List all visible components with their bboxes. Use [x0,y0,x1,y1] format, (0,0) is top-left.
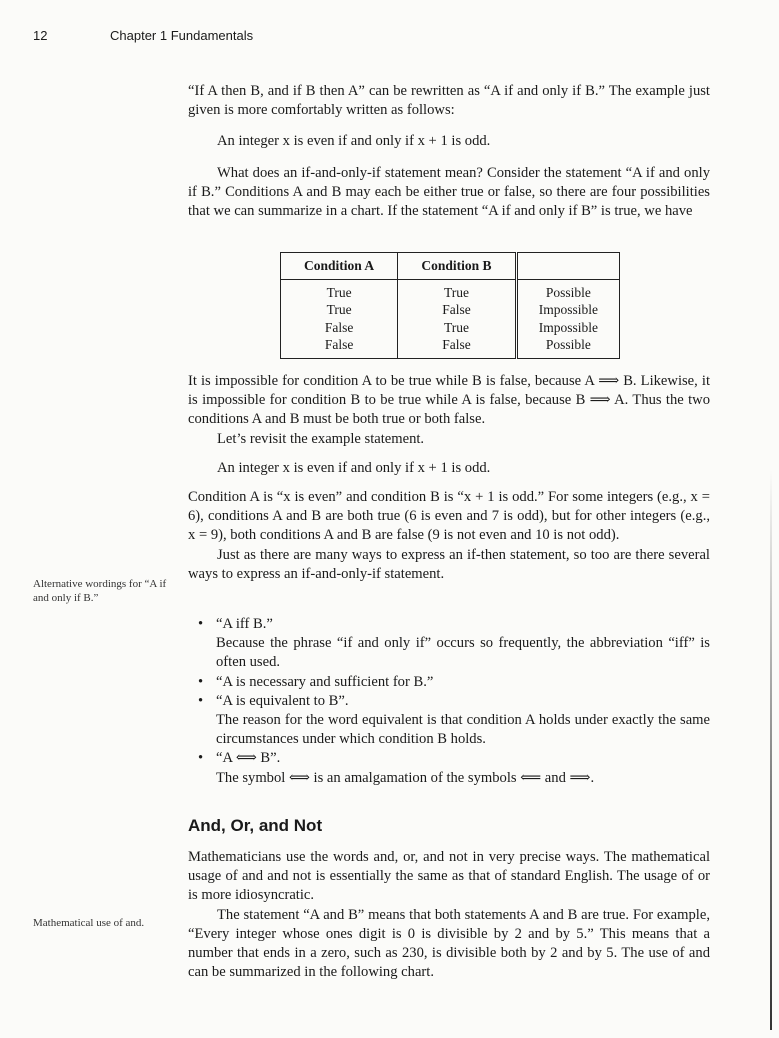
intro-block [188,82,710,221]
list-item-main: • “A is equivalent to B”. [216,692,349,709]
table-row [281,319,620,337]
paragraph: What does an if-and-only-if statement mean? Consider the statement “A if and only if B.” Conditions A and B may each be either true or false, so there are four possibilities that we can summarize in a chart. If the statement “A if and only if B” is true, we have [188,164,710,220]
margin-note-alternative-wordings: Alternative wordings for “A if and only if B.” [33,578,167,604]
list-item [188,692,710,750]
display-statement: An integer x is even if and only if x + 1 is odd. [217,459,491,476]
middle-block [188,372,710,584]
paragraph: The statement “A and B” means that both statements A and B are true. For example, “Every integer whose ones digit is 0 is divisible by 2 and by 5.” This means that a number that ends in a zero, such as 230, is divisible both by 2 and by 5. The use of and can be summarized in the following chart. [188,906,710,981]
paragraph: Mathematicians use the words and, or, and not in very precise ways. The mathematical usage of and and not is essentially the same as that of standard English. The usage of or is more idiosyncratic. [188,849,710,904]
list-item-main: • “A is necessary and sufficient for B.” [216,673,434,690]
paragraph: Condition A is “x is even” and condition B is “x + 1 is odd.” For some integers (e.g., x = 6), conditions A and B are both true (6 is even and 7 is odd), but for other integers (e.g., x = 9), both conditions A and B are false (9 is not even and 10 is not odd). [188,489,710,544]
table-cell: True [281,301,398,319]
table-row [281,336,620,358]
table-cell: Possible [516,279,619,301]
table-cell: True [398,319,517,337]
table-cell: False [281,336,398,358]
table-cell: Impossible [516,301,619,319]
table-cell: True [398,279,517,301]
paragraph: It is impossible for condition A to be true while B is false, because A ⟹ B. Likewise, it is impossible for condition B to be true while A is false, because B ⟹ A. Thus the two conditions A and B must be both true or both false. [188,373,710,428]
and-or-not-block [188,848,710,982]
column-header [516,253,619,280]
table-header-row [281,253,620,280]
table-cell: False [281,319,398,337]
chapter-title: Chapter 1 Fundamentals [110,28,254,43]
margin-note-and-usage: Mathematical use of and. [33,917,145,929]
truth-table [280,252,620,359]
column-header: Condition B [398,253,517,280]
section-heading: And, Or, and Not [188,816,323,835]
table-cell: Possible [516,336,619,358]
page-number: 12 [33,28,48,43]
display-statement: An integer x is even if and only if x + 1 is odd. [217,133,491,150]
list-item-detail: The reason for the word equivalent is that condition A holds under exactly the same circumstances under which condition B holds. [216,712,710,748]
alternatives-list [188,615,710,788]
list-item-detail: The symbol ⟺ is an amalgamation of the symbols ⟸ and ⟹. [216,769,595,786]
list-item [188,749,710,787]
table-cell: Impossible [516,319,619,337]
paragraph: Just as there are many ways to express an if-then statement, so too are there several ways to express an if-and-only-if statement. [188,546,710,582]
list-item-detail: Because the phrase “if and only if” occurs so frequently, the abbreviation “iff” is often used. [216,635,710,671]
table-cell: True [281,279,398,301]
column-header: Condition A [281,253,398,280]
running-head [33,28,253,43]
table-cell: False [398,336,517,358]
paragraph: “If A then B, and if B then A” can be rewritten as “A if and only if B.” The example just given is more comfortably written as follows: [188,83,710,119]
table-row [281,279,620,301]
list-item [188,673,710,692]
list-item-main: • “A ⟺ B”. [216,750,281,767]
paragraph: Let’s revisit the example statement. [217,430,425,447]
table-cell: False [398,301,517,319]
table-row [281,301,620,319]
alternatives-list-block [188,615,710,788]
list-item [188,615,710,673]
list-item-main: • “A iff B.” [216,616,273,632]
page-edge-shadow [770,470,772,1030]
